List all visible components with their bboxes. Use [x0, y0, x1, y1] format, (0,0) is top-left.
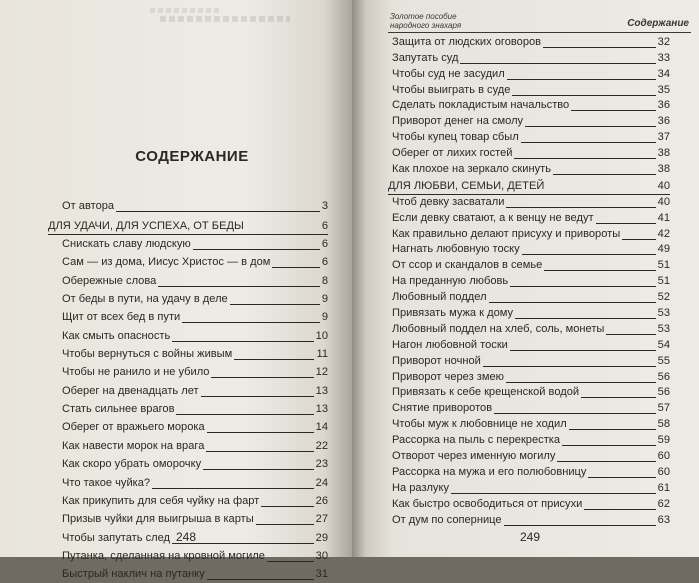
- toc-page-number: 8: [321, 274, 328, 287]
- toc-entry-title: Путанка, сделанная на кровной могиле: [62, 549, 265, 562]
- toc-page-number: 9: [321, 293, 328, 306]
- toc-page-number: 24: [315, 476, 328, 489]
- toc-entry: [48, 197, 328, 215]
- toc-entry: [388, 114, 670, 130]
- toc-section-heading: [48, 215, 328, 234]
- toc-page-number: 62: [657, 497, 670, 510]
- toc-entry: [388, 195, 670, 211]
- leader-line: [596, 223, 656, 224]
- leader-line: [588, 477, 656, 478]
- toc-entry: [48, 363, 328, 381]
- toc-entry-title: Чтобы муж к любовнице не ходил: [392, 418, 567, 431]
- leader-line: [460, 63, 656, 64]
- toc-entry: [388, 370, 670, 386]
- toc-entry: [388, 401, 670, 417]
- toc-entry-title: Приворот через змею: [392, 370, 504, 383]
- toc-page-number: 56: [657, 370, 670, 383]
- leader-line: [571, 110, 656, 111]
- toc-entry-title: Стать сильнее врагов: [62, 403, 175, 416]
- leader-line: [193, 249, 320, 250]
- toc-entry-title: Оберег от лихих гостей: [392, 147, 513, 160]
- toc-entry: [388, 481, 670, 497]
- toc-page-number: 41: [657, 211, 670, 224]
- toc-page-number: 36: [657, 115, 670, 128]
- toc-entry-title: На преданную любовь: [392, 275, 509, 288]
- toc-entry: [48, 473, 328, 491]
- toc-entry-title: От автора: [62, 200, 115, 213]
- leader-line: [201, 396, 314, 397]
- toc-page-number: 13: [315, 384, 328, 397]
- toc-page-number: 42: [657, 227, 670, 240]
- toc-entry: [48, 345, 328, 363]
- toc-entry-title: Нагон любовной тоски: [392, 338, 508, 351]
- toc-entry-title: Как правильно делают присуху и привороты: [392, 227, 621, 240]
- leader-line: [116, 211, 320, 212]
- toc-entry-title: Запутать суд: [392, 51, 459, 64]
- toc-entry: [388, 99, 670, 115]
- toc-entry-title: От беды в пути, на удачу в деле: [62, 293, 228, 306]
- toc-entry-title: Обережные слова: [62, 274, 157, 287]
- toc-entry-title: Чтобы суд не засудил: [392, 67, 505, 80]
- toc-entry-title: Оберег на двенадцать лет: [62, 384, 199, 397]
- toc-page-number: 57: [657, 402, 670, 415]
- toc-entry: [48, 290, 328, 308]
- toc-entry: [48, 418, 328, 436]
- toc-entry: [48, 326, 328, 344]
- leader-line: [172, 341, 314, 342]
- toc-page-number: 53: [657, 307, 670, 320]
- toc-page-number: 30: [315, 549, 328, 562]
- toc-entry: [388, 146, 670, 162]
- toc-entry: [48, 510, 328, 528]
- toc-entry: [388, 51, 670, 67]
- toc-page-number: 26: [315, 494, 328, 507]
- toc-entry: [48, 271, 328, 289]
- leader-line: [504, 525, 656, 526]
- toc-entry: [48, 381, 328, 399]
- toc-entry: [388, 162, 670, 178]
- toc-entry-title: Призыв чуйки для выигрыша в карты: [62, 513, 254, 526]
- toc-entry: [388, 306, 670, 322]
- toc-entry-title: Любовный поддел на хлеб, соль, монеты: [392, 322, 605, 335]
- toc-entry: [388, 290, 670, 306]
- toc-page-number: 22: [315, 439, 328, 452]
- leader-line: [510, 286, 656, 287]
- toc-entry: [388, 354, 670, 370]
- toc-entry-title: Отворот через именную могилу: [392, 450, 556, 463]
- toc-page-number: 51: [657, 275, 670, 288]
- toc-page-number: 12: [315, 366, 328, 379]
- toc-entry-title: ДЛЯ УДАЧИ, ДЛЯ УСПЕХА, ОТ БЕДЫ: [48, 219, 244, 232]
- leader-line: [507, 79, 656, 80]
- leader-line: [158, 286, 320, 287]
- toc-entry-title: На разлуку: [392, 481, 449, 494]
- toc-page-number: 49: [657, 243, 670, 256]
- running-header-section: Содержание: [627, 18, 689, 29]
- bleed-through-text: [150, 8, 220, 13]
- leader-line: [522, 254, 656, 255]
- leader-line: [557, 461, 656, 462]
- leader-line: [206, 451, 314, 452]
- toc-page-number: 55: [657, 354, 670, 367]
- toc-entry-title: Сам — из дома, Иисус Христос — в дом: [62, 256, 271, 269]
- toc-page-number: 51: [657, 259, 670, 272]
- toc-page-number: 3: [321, 200, 328, 213]
- toc-page-number: 11: [316, 348, 328, 361]
- leader-line: [569, 429, 656, 430]
- toc-page-number: 59: [657, 434, 670, 447]
- leader-line: [584, 509, 656, 510]
- toc-page-number: 61: [657, 481, 670, 494]
- toc-page-number: 6: [321, 219, 328, 232]
- toc-entry: [388, 227, 670, 243]
- leader-line: [451, 493, 656, 494]
- leader-line: [515, 318, 656, 319]
- toc-entry: [388, 513, 670, 529]
- page-number-left: 248: [176, 530, 197, 544]
- leader-line: [506, 207, 656, 208]
- toc-page-number: 53: [657, 322, 670, 335]
- toc-page-number: 40: [657, 195, 670, 208]
- toc-page-number: 9: [321, 311, 328, 324]
- toc-page-number: 52: [657, 291, 670, 304]
- toc-entry-title: Как прикупить для себя чуйку на фарт: [62, 494, 260, 507]
- toc-entry-title: Рассорка на мужа и его полюбовницу: [392, 465, 587, 478]
- leader-line: [272, 267, 320, 268]
- toc-page-number: 10: [315, 329, 328, 342]
- toc-page-number: 58: [657, 418, 670, 431]
- toc-entry: [388, 322, 670, 338]
- toc-entry-title: Как плохое на зеркало скинуть: [392, 163, 551, 176]
- leader-line: [152, 488, 314, 489]
- toc-entry-title: Приворот денег на смолу: [392, 115, 524, 128]
- toc-entry: [48, 492, 328, 510]
- leader-line: [553, 174, 656, 175]
- toc-entry: [48, 547, 328, 565]
- toc-entry-title: Сделать покладистым начальство: [392, 99, 570, 112]
- toc-entry-title: Оберег от вражьего морока: [62, 421, 205, 434]
- toc-entry: [388, 433, 670, 449]
- leader-line: [544, 270, 656, 271]
- toc-entry: [388, 83, 670, 99]
- toc-page-number: 36: [657, 99, 670, 112]
- toc-page-number: 32: [657, 35, 670, 48]
- toc-page-number: 60: [657, 450, 670, 463]
- toc-entry-title: Что такое чуйка?: [62, 476, 151, 489]
- page-number-right: 249: [520, 530, 541, 544]
- leader-line: [622, 239, 656, 240]
- toc-entry: [48, 436, 328, 454]
- toc-page-number: 6: [321, 238, 328, 251]
- leader-line: [525, 126, 656, 127]
- leader-line: [203, 469, 314, 470]
- leader-line: [506, 382, 656, 383]
- toc-entry: [388, 67, 670, 83]
- toc-page-number: 23: [315, 458, 328, 471]
- toc-page-number: 38: [657, 147, 670, 160]
- leader-line: [261, 506, 314, 507]
- leader-line: [512, 95, 656, 96]
- leader-line: [483, 366, 656, 367]
- toc-entry: [388, 497, 670, 513]
- leader-line: [176, 414, 314, 415]
- toc-entry-title: Чтобы вернуться с войны живым: [62, 348, 233, 361]
- toc-entry-title: Привязать мужа к дому: [392, 307, 514, 320]
- toc-page-number: 40: [657, 179, 670, 192]
- toc-entry-title: Чтобы не ранило и не убило: [62, 366, 210, 379]
- toc-entry-title: Как смыть опасность: [62, 329, 171, 342]
- toc-entry: [388, 417, 670, 433]
- toc-entry-title: Чтобы запутать след: [62, 531, 170, 544]
- toc-entry: [388, 449, 670, 465]
- toc-page-number: 56: [657, 386, 670, 399]
- toc-entry-title: Снискать славу людскую: [62, 238, 191, 251]
- toc-entry-title: Быстрый наклич на путанку: [62, 568, 205, 581]
- leader-line: [543, 47, 656, 48]
- toc-page-number: 6: [321, 256, 328, 269]
- toc-list-left: [48, 197, 328, 583]
- header-rule: [388, 32, 691, 33]
- leader-line: [510, 350, 656, 351]
- header-book-line: народного знахаря: [390, 20, 462, 30]
- toc-entry: [388, 338, 670, 354]
- leader-line: [256, 524, 314, 525]
- toc-entry: [388, 211, 670, 227]
- leader-line: [234, 359, 314, 360]
- toc-page-number: 60: [657, 465, 670, 478]
- toc-entry: [48, 235, 328, 253]
- toc-entry: [388, 35, 670, 51]
- header-book-line: Золотое пособие: [390, 12, 457, 21]
- toc-entry: [388, 130, 670, 146]
- toc-entry: [48, 565, 328, 583]
- toc-page-number: 31: [315, 568, 328, 581]
- toc-entry: [388, 274, 670, 290]
- leader-line: [211, 377, 314, 378]
- toc-entry: [388, 258, 670, 274]
- toc-entry-title: Рассорка на пыль с перекрестка: [392, 434, 561, 447]
- toc-entry-title: От дум по сопернице: [392, 513, 502, 526]
- toc-entry-title: Приворот ночной: [392, 354, 481, 367]
- toc-entry: [388, 465, 670, 481]
- toc-page-number: 13: [315, 403, 328, 416]
- toc-entry-title: Любовный поддел: [392, 291, 487, 304]
- toc-entry-title: Если девку сватают, а к венцу не ведут: [392, 211, 594, 224]
- toc-entry: [48, 308, 328, 326]
- leader-line: [182, 322, 320, 323]
- toc-entry-title: Как скоро убрать оморочку: [62, 458, 202, 471]
- toc-entry-title: Щит от всех бед в пути: [62, 311, 181, 324]
- toc-entry-title: ДЛЯ ЛЮБВИ, СЕМЬИ, ДЕТЕЙ: [388, 179, 545, 192]
- toc-entry-title: Чтоб девку засватали: [392, 195, 505, 208]
- running-header-book-title: [390, 13, 461, 30]
- toc-page-number: 14: [315, 421, 328, 434]
- leader-line: [494, 413, 656, 414]
- leader-line: [562, 445, 656, 446]
- toc-page-number: 34: [657, 67, 670, 80]
- toc-entry-title: Чтобы выиграть в суде: [392, 83, 511, 96]
- toc-entry-title: Привязать к себе крещенской водой: [392, 386, 580, 399]
- toc-page-number: 38: [657, 163, 670, 176]
- leader-line: [230, 304, 320, 305]
- toc-entry-title: Как быстро освободиться от присухи: [392, 497, 583, 510]
- toc-page-number: 54: [657, 338, 670, 351]
- leader-line: [489, 302, 656, 303]
- toc-page-number: 37: [657, 131, 670, 144]
- toc-page-number: 63: [657, 513, 670, 526]
- leader-line: [581, 397, 656, 398]
- toc-list-right: [388, 35, 670, 529]
- leader-line: [606, 334, 656, 335]
- toc-entry-title: Снятие приворотов: [392, 402, 493, 415]
- toc-entry: [48, 400, 328, 418]
- leader-line: [207, 579, 314, 580]
- toc-entry-title: Защита от людских оговоров: [392, 35, 542, 48]
- toc-entry: [388, 386, 670, 402]
- toc-entry: [48, 253, 328, 271]
- leader-line: [521, 142, 656, 143]
- toc-page-number: 27: [315, 513, 328, 526]
- leader-line: [267, 561, 314, 562]
- toc-entry-title: Чтобы купец товар сбыл: [392, 131, 519, 144]
- toc-entry-title: От ссор и скандалов в семье: [392, 259, 543, 272]
- toc-section-heading: [388, 178, 670, 195]
- toc-title: СОДЕРЖАНИЕ: [135, 148, 249, 165]
- toc-entry: [388, 243, 670, 259]
- leader-line: [207, 432, 314, 433]
- toc-entry-title: Как навести морок на врага: [62, 439, 205, 452]
- leader-line: [514, 158, 656, 159]
- toc-page-number: 33: [657, 51, 670, 64]
- toc-page-number: 35: [657, 83, 670, 96]
- toc-page-number: 29: [315, 531, 328, 544]
- toc-entry: [48, 455, 328, 473]
- bleed-through-text: [160, 16, 290, 22]
- toc-entry-title: Нагнать любовную тоску: [392, 243, 520, 256]
